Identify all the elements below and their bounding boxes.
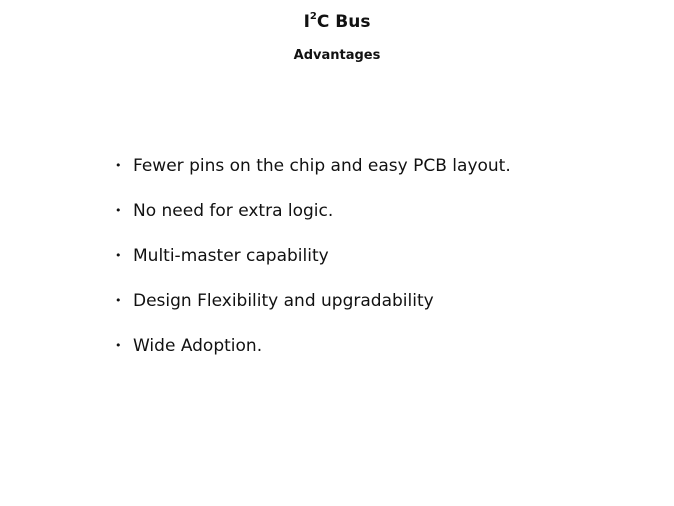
title-prefix: I — [303, 12, 310, 32]
bullet-text: Wide Adoption. — [133, 336, 263, 356]
bullet-icon: • — [115, 339, 122, 352]
bullet-text: Multi-master capability — [133, 246, 329, 266]
bullet-item — [115, 199, 511, 223]
bullet-list — [115, 154, 511, 379]
slide-subtitle: Advantages — [293, 48, 381, 63]
bullet-icon: • — [115, 249, 122, 262]
bullet-icon: • — [115, 204, 122, 217]
bullet-icon: • — [115, 294, 122, 307]
title-superscript: 2 — [309, 11, 317, 23]
title-suffix: C Bus — [316, 12, 371, 32]
bullet-item — [115, 334, 511, 358]
bullet-text: Design Flexibility and upgradability — [133, 291, 434, 311]
bullet-item — [115, 244, 511, 268]
bullet-text: Fewer pins on the chip and easy PCB layout. — [133, 156, 511, 176]
bullet-item — [115, 154, 511, 178]
bullet-text: No need for extra logic. — [133, 201, 334, 221]
bullet-item — [115, 289, 511, 313]
slide-title — [0, 11, 674, 33]
bullet-icon: • — [115, 159, 122, 172]
